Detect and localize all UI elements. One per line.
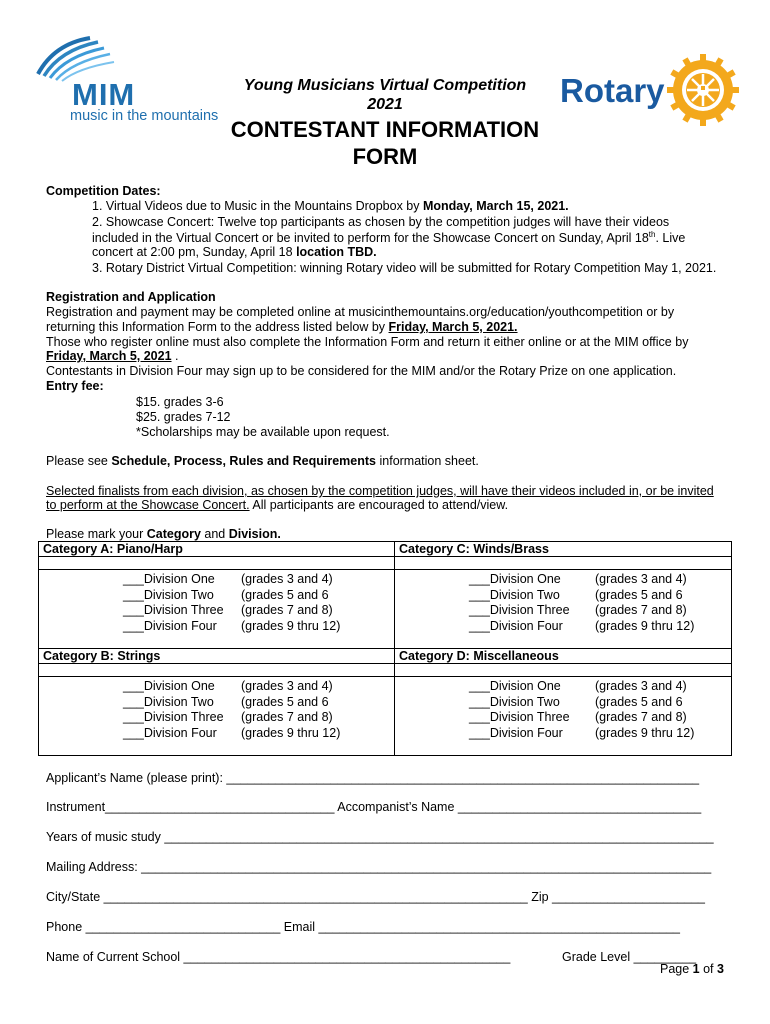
registration-p4: Friday, March 5, 2021 . <box>46 349 179 363</box>
registration-p1: Registration and payment may be completed online at musicinthemountains.org/education/youthcompetition or by <box>46 305 675 319</box>
division-three-checkbox[interactable]: ___Division Three <box>469 710 570 724</box>
division-one-checkbox[interactable]: ___Division One <box>469 679 561 693</box>
division-one-checkbox[interactable]: ___Division One <box>469 572 561 586</box>
title-line-2: 2021 <box>367 96 403 113</box>
division-one-checkbox[interactable]: ___Division One <box>123 679 215 693</box>
category-table <box>38 541 732 756</box>
registration-heading: Registration and Application <box>46 290 216 304</box>
division-two-checkbox[interactable]: ___Division Two <box>469 587 560 602</box>
date-item-3: 3. Rotary District Virtual Competition: winning Rotary video will be submitted for Rotary Competition May 1, 2021. <box>92 261 717 275</box>
division-three-checkbox[interactable]: ___Division Three <box>469 603 570 617</box>
division-two-checkbox[interactable]: ___Division Two <box>123 587 214 602</box>
form-title-line-1: CONTESTANT INFORMATION <box>230 117 540 142</box>
category-a-divisions <box>39 570 395 649</box>
mim-logo-subtitle: music in the mountains <box>70 108 219 124</box>
fee-3: *Scholarships may be available upon request. <box>136 425 390 439</box>
grade-label: (grades 5 and 6 <box>241 694 329 709</box>
grade-list <box>595 679 694 741</box>
grade-label: (grades 9 thru 12) <box>241 618 341 633</box>
grade-label: (grades 7 and 8) <box>241 603 333 617</box>
phone-email-field[interactable]: Phone ____________________________ Email ____________________________________________________ <box>46 920 680 934</box>
category-a-label: Category A: Piano/Harp <box>39 542 395 557</box>
grade-label: (grades 7 and 8) <box>595 710 687 724</box>
division-list <box>469 679 570 741</box>
fee-1: $15. grades 3-6 <box>136 395 224 409</box>
grade-label: (grades 3 and 4) <box>595 679 687 693</box>
division-two-checkbox[interactable]: ___Division Two <box>469 694 560 709</box>
title-line-1: Young Musicians Virtual Competition <box>243 77 527 94</box>
grade-label: (grades 9 thru 12) <box>595 618 695 633</box>
grade-label: (grades 3 and 4) <box>595 572 687 586</box>
mailing-address-field[interactable]: Mailing Address: __________________________________________________________________________________ <box>46 860 712 874</box>
grade-list <box>595 572 694 634</box>
division-three-checkbox[interactable]: ___Division Three <box>123 710 224 724</box>
form-title <box>220 116 550 170</box>
competition-title <box>220 76 550 114</box>
category-c-divisions <box>395 570 732 649</box>
fee-2: $25. grades 7-12 <box>136 410 231 424</box>
dates-heading: Competition Dates: <box>46 184 161 198</box>
date-item-1: 1. Virtual Videos due to Music in the Mountains Dropbox by Monday, March 15, 2021. <box>92 199 569 213</box>
registration-p2: returning this Information Form to the address listed below by Friday, March 5, 2021. <box>46 320 518 334</box>
division-list <box>123 572 224 634</box>
entry-fee-heading: Entry fee: <box>46 379 104 393</box>
city-state-zip-field[interactable]: City/State _____________________________________________________________ Zip ______________________ <box>46 890 705 904</box>
mark-instruction: Please mark your Category and Division. <box>46 527 281 541</box>
years-study-field[interactable]: Years of music study _______________________________________________________________________________ <box>46 830 714 844</box>
schedule-note: Please see Schedule, Process, Rules and Requirements information sheet. <box>46 454 479 468</box>
division-one-checkbox[interactable]: ___Division One <box>123 572 215 586</box>
finalists-line-1: Selected finalists from each division, as chosen by the competition judges, will have their videos included in, or be invited <box>46 484 714 498</box>
grade-list <box>241 572 340 634</box>
date-item-2-line-3: concert at 2:00 pm, Sunday, April 18 location TBD. <box>92 245 377 259</box>
division-four-checkbox[interactable]: ___Division Four <box>123 618 217 633</box>
division-list <box>123 679 224 741</box>
finalists-line-2: to perform at the Showcase Concert. All participants are encouraged to attend/view. <box>46 498 509 512</box>
grade-label: (grades 7 and 8) <box>241 710 333 724</box>
rotary-logo-text: Rotary <box>560 72 665 109</box>
grade-label: (grades 9 thru 12) <box>595 725 695 740</box>
grade-label: (grades 5 and 6 <box>241 587 329 602</box>
category-c-label: Category C: Winds/Brass <box>395 542 732 557</box>
page-number: Page 1 of 3 <box>660 962 724 976</box>
category-d-divisions <box>395 677 732 756</box>
category-b-label: Category B: Strings <box>39 649 395 664</box>
date-item-2-line-1: 2. Showcase Concert: Twelve top participants as chosen by the competition judges will have their videos <box>92 215 670 229</box>
date-item-2-line-2: included in the Virtual Concert or be invited to perform for the Showcase Concert on Sunday, April 18th. Live <box>92 230 686 246</box>
registration-p5: Contestants in Division Four may sign up to be considered for the MIM and/or the Rotary Prize on one application. <box>46 364 677 378</box>
grade-label: (grades 5 and 6 <box>595 694 683 709</box>
division-two-checkbox[interactable]: ___Division Two <box>123 694 214 709</box>
division-four-checkbox[interactable]: ___Division Four <box>469 725 563 740</box>
grade-label: (grades 3 and 4) <box>241 679 333 693</box>
grade-label: (grades 7 and 8) <box>595 603 687 617</box>
registration-p3: Those who register online must also complete the Information Form and return it either online or at the MIM office by <box>46 335 689 349</box>
category-b-divisions <box>39 677 395 756</box>
grade-label: (grades 9 thru 12) <box>241 725 341 740</box>
instrument-field[interactable]: Instrument_________________________________ Accompanist’s Name ___________________________________ <box>46 800 702 814</box>
applicant-name-field[interactable]: Applicant’s Name (please print): ____________________________________________________________________ <box>46 771 700 785</box>
rotary-wheel-icon <box>667 54 739 126</box>
division-four-checkbox[interactable]: ___Division Four <box>123 725 217 740</box>
grade-label: (grades 5 and 6 <box>595 587 683 602</box>
category-d-label: Category D: Miscellaneous <box>395 649 732 664</box>
grade-list <box>241 679 340 741</box>
division-three-checkbox[interactable]: ___Division Three <box>123 603 224 617</box>
division-list <box>469 572 570 634</box>
grade-level-field[interactable]: Grade Level _________ <box>562 950 697 964</box>
division-four-checkbox[interactable]: ___Division Four <box>469 618 563 633</box>
form-title-line-2: FORM <box>352 144 418 169</box>
mim-logo-text: MIM <box>72 77 136 112</box>
current-school-field[interactable]: Name of Current School _______________________________________________ <box>46 950 511 964</box>
grade-label: (grades 3 and 4) <box>241 572 333 586</box>
